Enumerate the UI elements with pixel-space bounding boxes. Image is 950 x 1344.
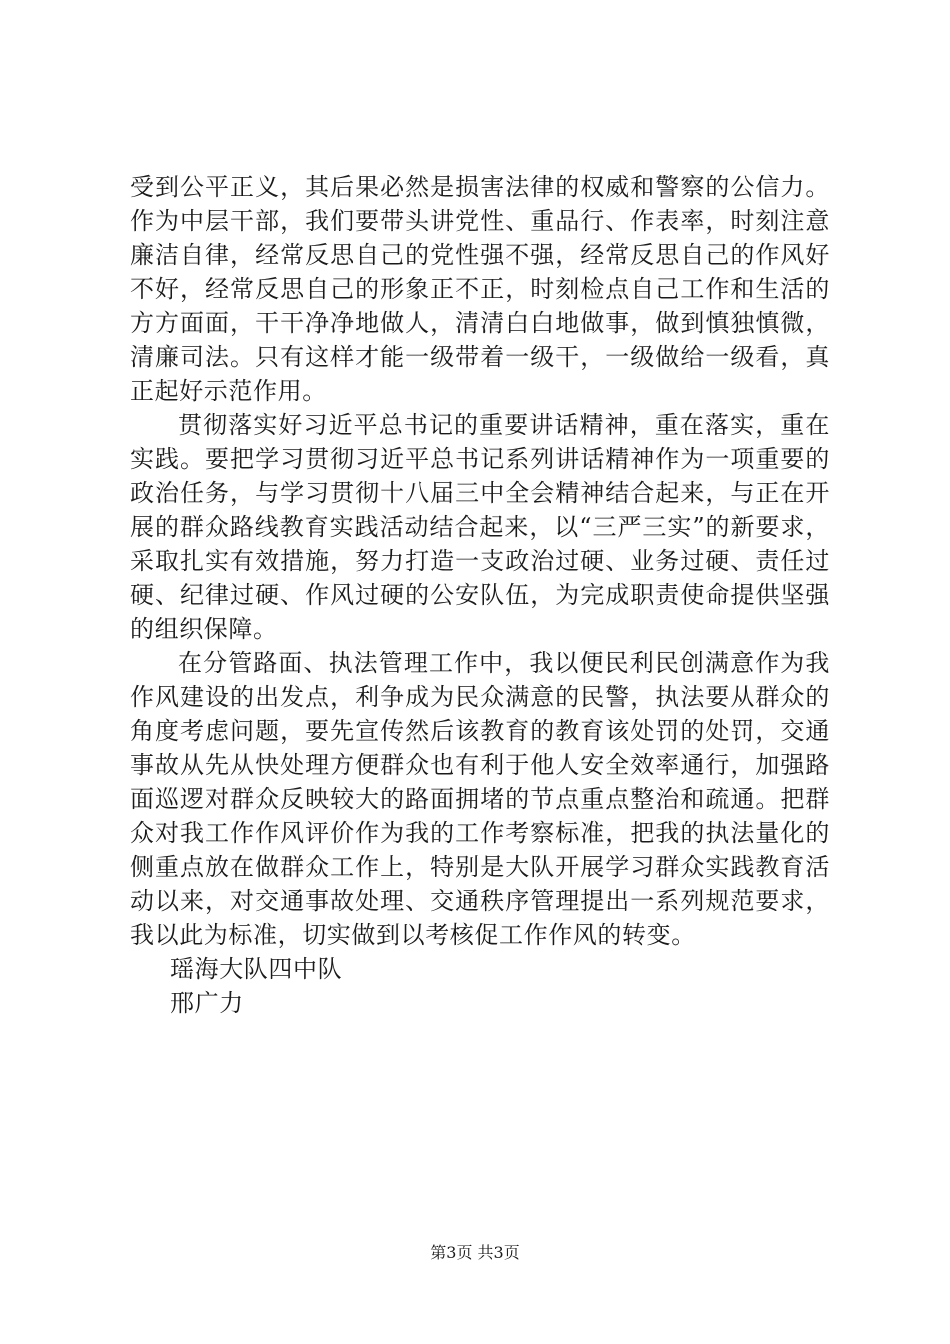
paragraph-3: 在分管路面、执法管理工作中，我以便民利民创满意作为我作风建设的出发点，利争成为民众满意的民警，执法要从群众的角度考虑问题，要先宣传然后该教育的教育该处罚的处罚，交通事故从先从快处理方便群众也有利于他人安全效率通行，加强路面巡逻对群众反映较大的路面拥堵的节点重点整治和疏通。把群众对我工作作风评价作为我的工作考察标准，把我的执法量化的侧重点放在做群众工作上，特别是大队开展学习群众实践教育活动以来，对交通事故处理、交通秩序管理提出一系列规范要求，我以此为标准，切实做到以考核促工作作风的转变。 [130,649,830,949]
paragraph-2: 贯彻落实好习近平总书记的重要讲话精神，重在落实，重在实践。要把学习贯彻习近平总书记系列讲话精神作为一项重要的政治任务，与学习贯彻十八届三中全会精神结合起来，与正在开展的群众路线教育实践活动结合起来，以“三严三实”的新要求，采取扎实有效措施，努力打造一支政治过硬、业务过硬、责任过硬、纪律过硬、作风过硬的公安队伍，为完成职责使命提供坚强的组织保障。 [130,411,830,643]
signature-unit: 瑶海大队四中队 [170,955,343,983]
paragraph-1: 受到公平正义，其后果必然是损害法律的权威和警察的公信力。作为中层干部，我们要带头讲党性、重品行、作表率，时刻注意廉洁自律，经常反思自己的党性强不强，经常反思自己的作风好不好，经常反思自己的形象正不正，时刻检点自己工作和生活的方方面面，干干净净地做人，清清白白地做事，做到慎独慎微，清廉司法。只有这样才能一级带着一级干，一级做给一级看，真正起好示范作用。 [130,173,830,405]
document-body [130,170,830,1020]
signature-name: 邢广力 [170,989,244,1017]
page-number-footer: 第3页 共3页 [430,1243,520,1262]
